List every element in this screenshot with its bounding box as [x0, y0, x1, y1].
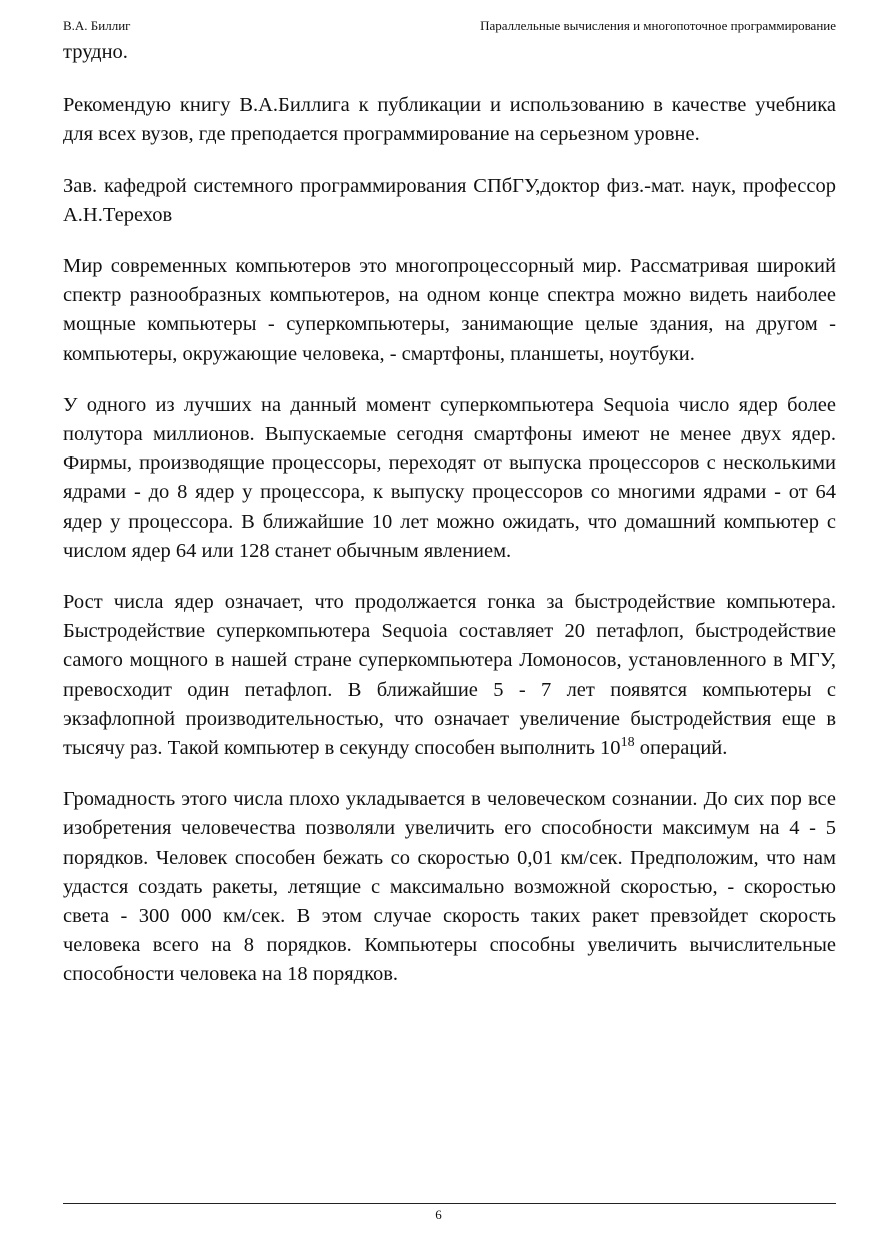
header-author: В.А. Биллиг [63, 18, 131, 33]
header-book-title: Параллельные вычисления и многопоточное программирование [480, 18, 836, 33]
page-number: 6 [435, 1207, 442, 1222]
performance-race-text: Рост числа ядер означает, что продолжается гонка за быстродействие компьютера. Быстродействие суперкомпьютера Sequoia составляет 20 петафлоп, быстродействие самого мощного в нашей стране суперкомпьютера Ломоносов, установленного в МГУ, превосходит один петафлоп. В ближайшие 5 - 7 лет появятся компьютеры с экзафлопной производительностью, что означает увеличение быстродействия еще в тысячу раз. Такой компьютер в секунду способен выполнить 10 [63, 591, 836, 760]
footer-divider [63, 1203, 836, 1204]
page-content [63, 38, 836, 990]
paragraph-multiprocessor-world: Мир современных компьютеров это многопроцессорный мир. Рассматривая широкий спектр разнообразных компьютеров, на одном конце спектра можно видеть наиболее мощные компьютеры - суперкомпьютеры, занимающие целые здания, на другом - компьютеры, окружающие человека, - смартфоны, планшеты, ноутбуки. [63, 255, 836, 365]
paragraph-magnitude: Громадность этого числа плохо укладывается в человеческом сознании. До сих пор все изобретения человечества позволяли увеличить его способности максимум на 4 - 5 порядков. Человек способен бежать со скоростью 0,01 км/сек. Предположим, что нам удастся создать ракеты, летящие с максимально возможной скоростью, - скоростью света - 300 000 км/сек. В этом случае скорость таких ракет превзойдет скорость человека всего на 8 порядков. Компьютеры способны увеличить вычислительные способности человека на 18 порядков. [63, 788, 836, 986]
paragraph-performance-race [63, 588, 836, 763]
paragraph-continuation: трудно. [63, 41, 128, 63]
power-exponent: 18 [620, 735, 635, 751]
performance-race-tail: операций. [634, 737, 728, 760]
page-header [63, 16, 836, 36]
paragraph-signature: Зав. кафедрой системного программирования СПбГУ,доктор физ.-мат. наук, профессор А.Н.Терехов [63, 174, 836, 226]
paragraph-recommendation: Рекомендую книгу В.А.Биллига к публикации и использованию в качестве учебника для всех вузов, где преподается программирование на серьезном уровне. [63, 94, 836, 146]
paragraph-core-counts: У одного из лучших на данный момент суперкомпьютера Sequoia число ядер более полутора миллионов. Выпускаемые сегодня смартфоны имеют не менее двух ядер. Фирмы, производящие процессоры, переходят от выпуска процессоров с несколькими ядрами - до 8 ядер у процессора, к выпуску процессоров со многими ядрами - от 64 ядер у процессора. В ближайшие 10 лет можно ожидать, что домашний компьютер с числом ядер 64 или 128 станет обычным явлением. [63, 393, 836, 562]
